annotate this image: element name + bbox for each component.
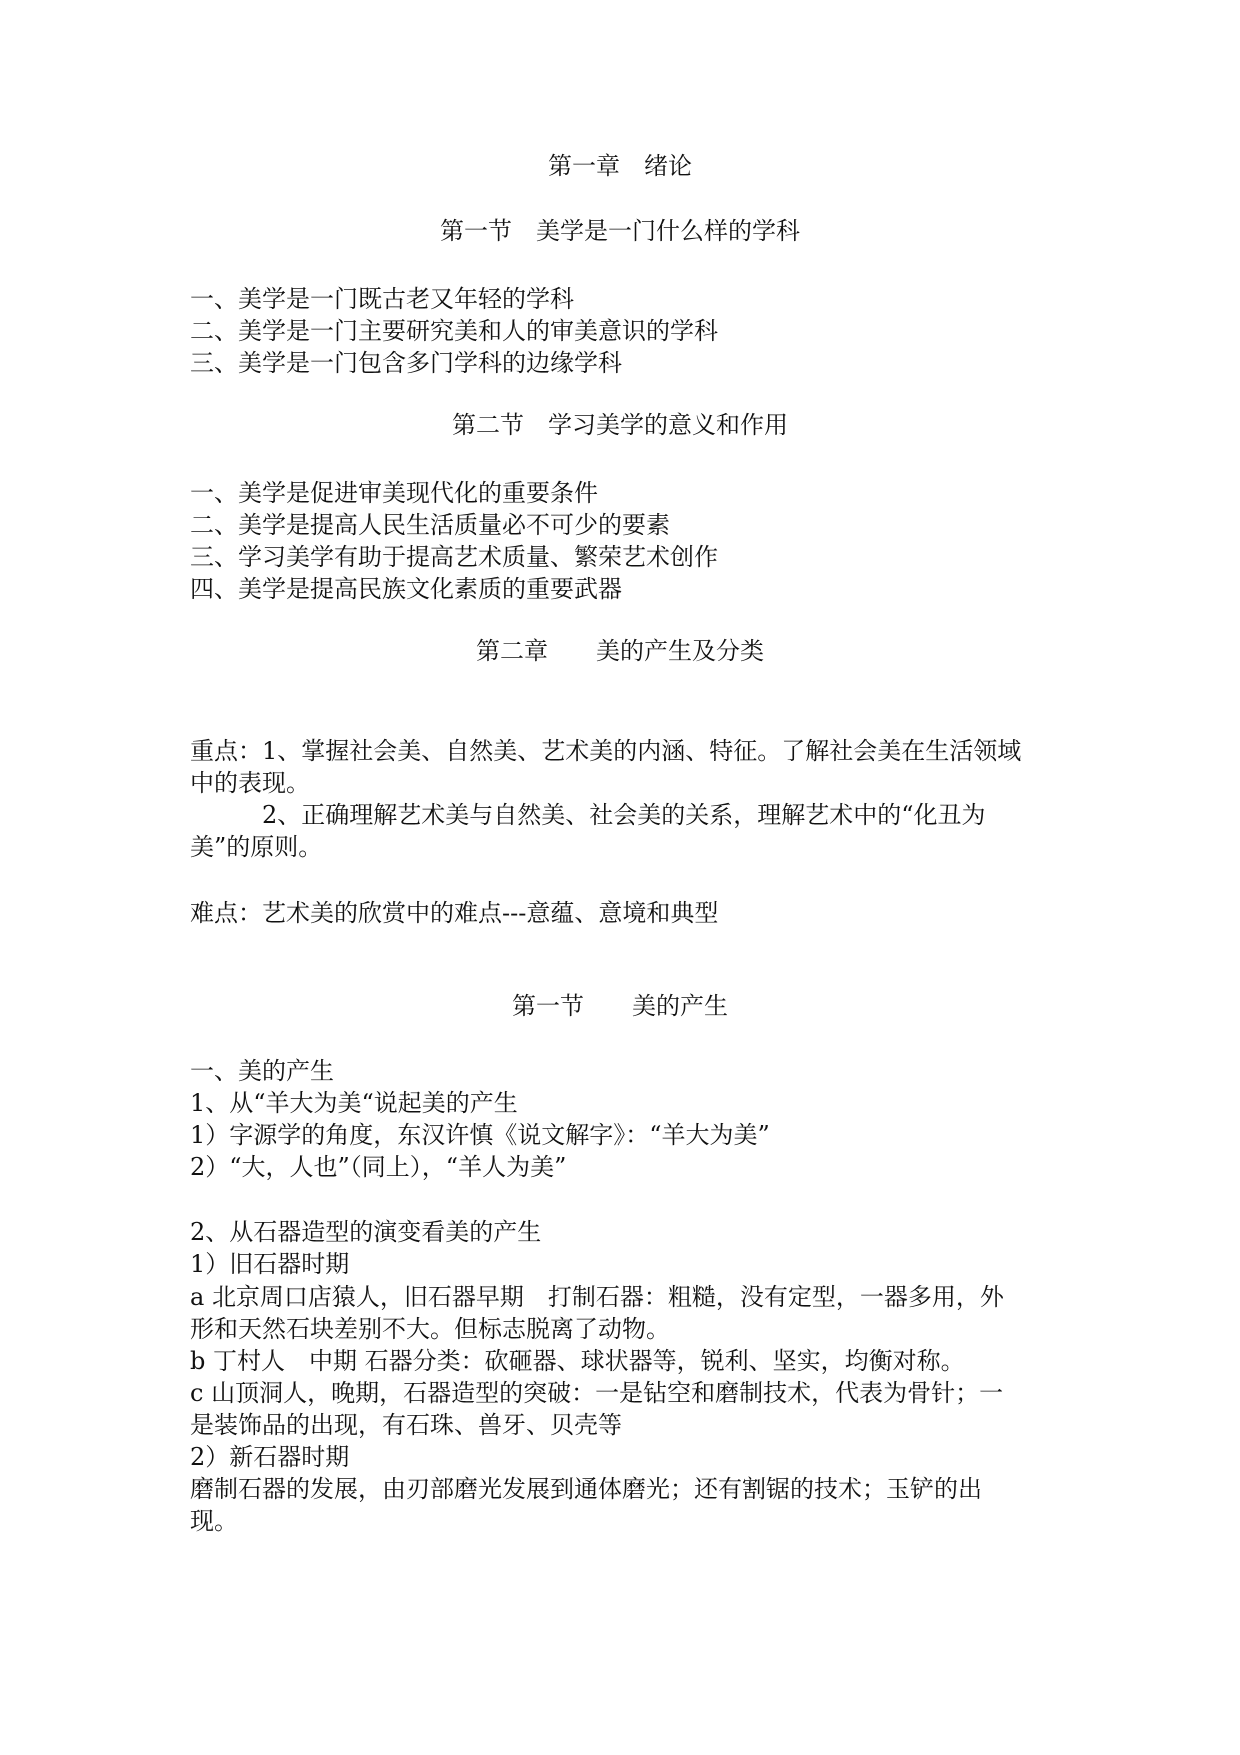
chapter-1-section-1-item-2: 二、美学是一门主要研究美和人的审美意识的学科 [190, 317, 718, 345]
neolithic-line-1: 磨制石器的发展，由刃部磨光发展到通体磨光；还有割锯的技术；玉铲的出 [190, 1475, 982, 1503]
chapter-1-section-1-item-3: 三、美学是一门包含多门学科的边缘学科 [190, 349, 622, 377]
chapter-2-title: 第二章 美的产生及分类 [476, 637, 764, 665]
chapter-1-title: 第一章 绪论 [548, 152, 692, 180]
paleolithic-title: 1）旧石器时期 [190, 1250, 350, 1278]
chapter-1-section-1-item-1: 一、美学是一门既古老又年轻的学科 [190, 285, 574, 313]
chapter-1-section-2-item-2: 二、美学是提高人民生活质量必不可少的要素 [190, 511, 670, 539]
paleolithic-a-line-2: 形和天然石块差别不大。但标志脱离了动物。 [190, 1315, 670, 1343]
key-points-line-3: 2、正确理解艺术美与自然美、社会美的关系，理解艺术中的“化丑为 [190, 801, 986, 829]
neolithic-title: 2）新石器时期 [190, 1443, 350, 1471]
paleolithic-c-line-1: c 山顶洞人，晚期，石器造型的突破：一是钻空和磨制技术，代表为骨针；一 [190, 1379, 1004, 1407]
difficulty-text: 难点：艺术美的欣赏中的难点---意蕴、意境和典型 [190, 899, 719, 927]
chapter-1-section-2-title: 第二节 学习美学的意义和作用 [452, 411, 788, 439]
chapter-2-section-1-title: 第一节 美的产生 [512, 992, 728, 1020]
key-points-line-1: 重点：1、掌握社会美、自然美、艺术美的内涵、特征。了解社会美在生活领域 [190, 737, 1022, 765]
subsection-1-title: 1、从“羊大为美“说起美的产生 [190, 1089, 518, 1117]
subsection-1-point-2: 2）“大，人也”（同上），“羊人为美” [190, 1153, 567, 1181]
subsection-2-title: 2、从石器造型的演变看美的产生 [190, 1218, 542, 1246]
neolithic-line-2: 现。 [190, 1507, 238, 1535]
beauty-origin-heading: 一、美的产生 [190, 1057, 334, 1085]
chapter-1-section-1-title: 第一节 美学是一门什么样的学科 [440, 217, 800, 245]
paleolithic-a-line-1: a 北京周口店猿人，旧石器早期 打制石器：粗糙，没有定型，一器多用，外 [190, 1283, 1004, 1311]
key-points-line-2: 中的表现。 [190, 769, 310, 797]
chapter-1-section-2-item-4: 四、美学是提高民族文化素质的重要武器 [190, 575, 622, 603]
subsection-1-point-1: 1）字源学的角度，东汉许慎《说文解字》：“羊大为美” [190, 1121, 770, 1149]
chapter-1-section-2-item-1: 一、美学是促进审美现代化的重要条件 [190, 479, 598, 507]
key-points-line-4: 美”的原则。 [190, 833, 323, 861]
paleolithic-c-line-2: 是装饰品的出现，有石珠、兽牙、贝壳等 [190, 1411, 622, 1439]
paleolithic-b: b 丁村人 中期 石器分类：砍砸器、球状器等，锐利、坚实，均衡对称。 [190, 1347, 965, 1375]
chapter-1-section-2-item-3: 三、学习美学有助于提高艺术质量、繁荣艺术创作 [190, 543, 718, 571]
